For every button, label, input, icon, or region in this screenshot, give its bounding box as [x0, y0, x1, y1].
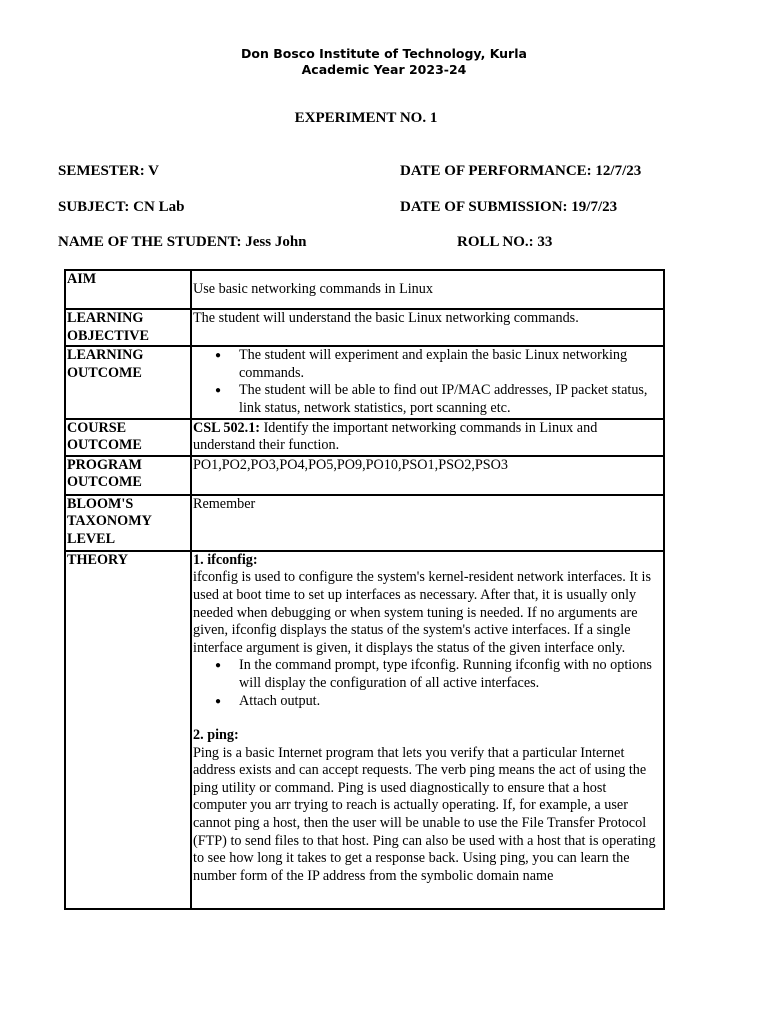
table-row-learning-outcome [65, 346, 664, 418]
list-item: ● The student will experiment and explain the basic Linux networking commands. [215, 347, 662, 382]
academic-year: Academic Year 2023-24 [301, 62, 467, 77]
roll-number: ROLL NO.: 33 [457, 234, 553, 250]
theory-label: THEORY [65, 551, 191, 909]
table-row-aim [65, 270, 664, 309]
program-outcome-value: PO1,PO2,PO3,PO4,PO5,PO9,PO10,PSO1,PSO2,PSO3 [191, 456, 664, 495]
date-of-submission: DATE OF SUBMISSION: 19/7/23 [400, 199, 618, 215]
program-outcome-label: PROGRAM OUTCOME [65, 456, 191, 495]
learning-outcome-value [191, 346, 664, 418]
aim-value: Use basic networking commands in Linux [191, 270, 664, 309]
blooms-level-value: Remember [191, 495, 664, 551]
subject: SUBJECT: CN Lab [58, 199, 185, 215]
table-row-learning-objective [65, 309, 664, 346]
theory-heading-ping: 2. ping: [193, 727, 239, 744]
theory-body-ifconfig: ifconfig is used to configure the system's kernel-resident network interfaces. It is used at boot time to set up interfaces as necessary. After that, it is usually only needed when debugging or when system tuning is needed. If no arguments are given, ifconfig displays the status of the system's active interfaces. If a single interface argument is given, it displays the status of the given interface only. [193, 569, 651, 656]
course-outcome-label: COURSE OUTCOME [65, 419, 191, 456]
list-item: ● In the command prompt, type ifconfig. Running ifconfig with no options will display the configuration of all active interfaces. [215, 657, 662, 692]
section-spacer [193, 710, 662, 727]
ifconfig-steps-list [193, 657, 662, 710]
theory-value [191, 551, 664, 909]
experiment-title: EXPERIMENT NO. 1 [294, 110, 438, 126]
list-item: ● Attach output. [215, 693, 662, 711]
blooms-level-label: BLOOM'S TAXONOMY LEVEL [65, 495, 191, 551]
theory-content [193, 552, 662, 908]
learning-objective-label: LEARNING OBJECTIVE [65, 309, 191, 346]
list-item: ● The student will be able to find out IP/MAC addresses, IP packet status, link status, network statistics, port scanning etc. [215, 382, 662, 417]
table-row-course-outcome [65, 419, 664, 456]
theory-heading-ifconfig: 1. ifconfig: [193, 551, 258, 568]
learning-objective-value: The student will understand the basic Linux networking commands. [191, 309, 664, 346]
experiment-table [64, 269, 665, 910]
date-of-performance: DATE OF PERFORMANCE: 12/7/23 [400, 163, 642, 179]
semester: SEMESTER: V [58, 163, 160, 179]
course-outcome-value [191, 419, 664, 456]
theory-body-ping: Ping is a basic Internet program that lets you verify that a particular Internet address exists and can accept requests. The verb ping means the act of using the ping utility or command. Ping is used diagnostically to ensure that a host computer you arr trying to reach is actually operating. If, for example, a user cannot ping a host, then the user will be unable to use the File Transfer Protocol (FTP) to send files to that host. Ping can also be used with a host that is operating to see how long it takes to get a response back. Using ping, you can learn the number form of the IP address from the symbolic domain name [193, 744, 656, 884]
learning-outcome-label: LEARNING OUTCOME [65, 346, 191, 418]
learning-outcome-list [193, 347, 662, 417]
table-row-program-outcome [65, 456, 664, 495]
student-name: NAME OF THE STUDENT: Jess John [58, 234, 307, 250]
table-row-blooms-level [65, 495, 664, 551]
table-row-theory [65, 551, 664, 909]
document-header [0, 46, 768, 78]
course-outcome-text: Identify the important networking commands in Linux and understand their function. [193, 419, 598, 454]
aim-label: AIM [65, 270, 191, 309]
course-outcome-code: CSL 502.1: [193, 419, 261, 436]
institute-name: Don Bosco Institute of Technology, Kurla [241, 46, 527, 61]
